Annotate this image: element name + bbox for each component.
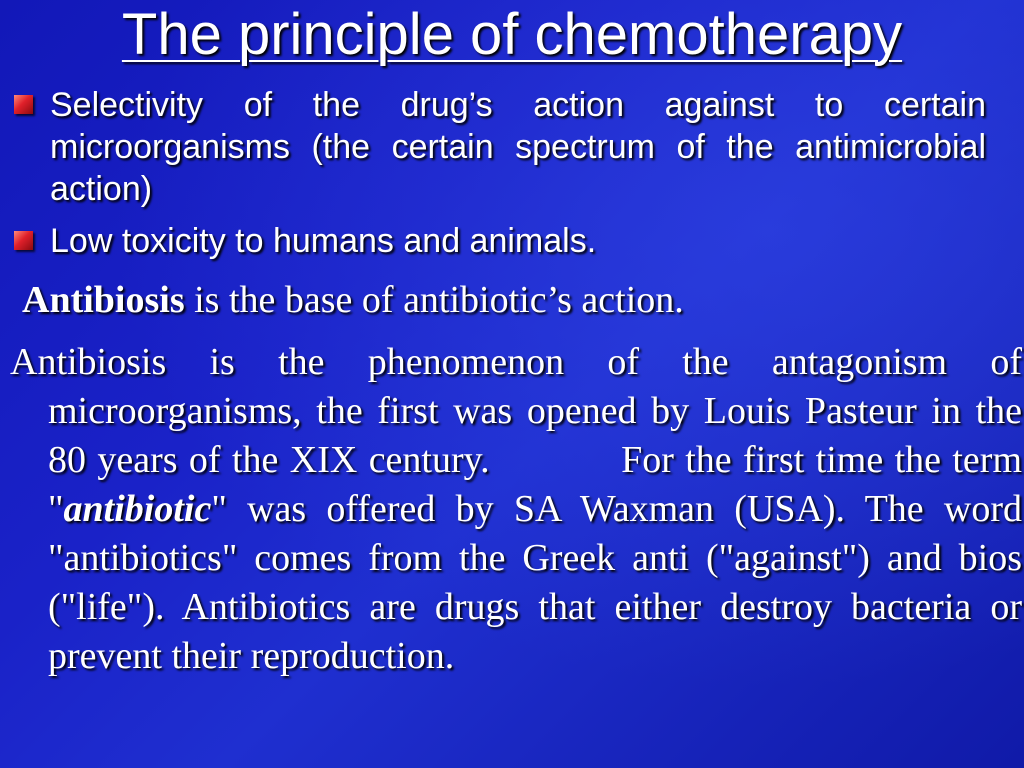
paragraph-part-2: For the first time the term " <box>48 439 1023 530</box>
bullet-list <box>14 84 986 272</box>
square-bullet-icon <box>14 231 33 250</box>
bullet-text: Low toxicity to humans and animals. <box>50 222 597 260</box>
antibiosis-paragraph <box>10 338 1022 681</box>
bullet-item <box>14 84 986 210</box>
paragraph-part-1: Antibiosis is the phenomenon of the antagonism of microorganisms, the first was opened by Louis Pasteur in the 80 years of the XIX century. <box>10 341 1022 481</box>
paragraph-part-3: " was offered by SA Waxman (USA). The word "antibiotics" comes from the Greek anti ("against") and bios ("life"). Antibiotics are drugs that either destroy bacteria or prevent their reproduction. <box>48 488 1022 677</box>
bullet-text: Selectivity of the drug’s action against to certain microorganisms (the certain spectrum of the antimicrobial action) <box>50 86 986 208</box>
antibiotic-term: antibiotic <box>63 488 212 530</box>
slide-title-text: The principle of chemotherapy <box>121 2 903 67</box>
square-bullet-icon <box>14 95 33 114</box>
antibiosis-statement-rest: is the base of antibiotic’s action. <box>184 279 684 321</box>
slide-title <box>0 2 1024 68</box>
antibiosis-term: Antibiosis <box>22 279 185 321</box>
antibiosis-statement <box>22 276 1002 324</box>
bullet-item <box>14 220 986 262</box>
